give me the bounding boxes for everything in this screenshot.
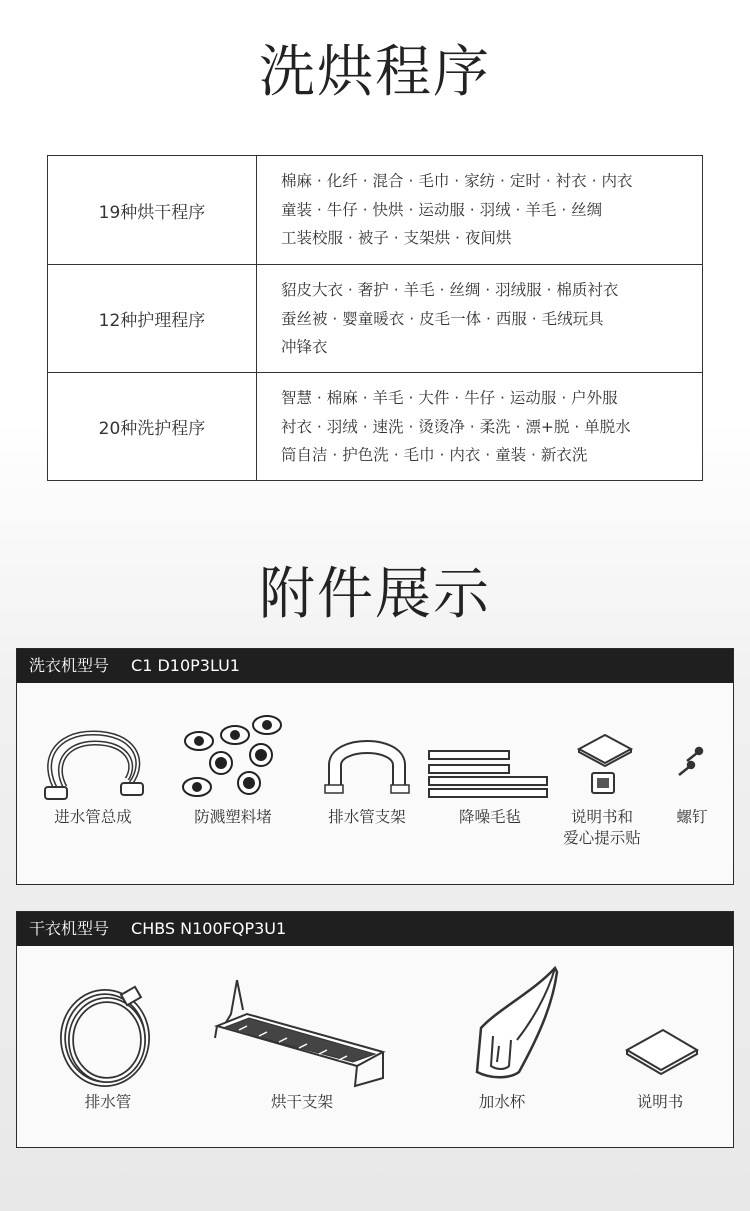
accessory-label: 进水管总成 xyxy=(54,808,132,826)
accessory-item xyxy=(425,737,555,828)
program-line: 筒自洁 · 护色洗 · 毛巾 · 内衣 · 童装 · 新衣洗 xyxy=(281,446,588,464)
program-line: 貂皮大衣 · 奢护 · 羊毛 · 丝绸 · 羽绒服 · 棉质衬衣 xyxy=(281,281,619,299)
accessory-label: 说明书和 xyxy=(570,808,633,826)
accessory-label: 防溅塑料堵 xyxy=(194,808,272,826)
program-label: 20种洗护程序 xyxy=(48,373,257,480)
program-row xyxy=(48,156,702,265)
washer-model-label: 洗衣机型号 xyxy=(29,656,110,675)
accessory-label: 排水管 xyxy=(84,1093,132,1111)
dryer-model-number: CHBS N100FQP3U1 xyxy=(131,919,287,938)
program-line: 工装校服 · 被子 · 支架烘 · 夜间烘 xyxy=(281,229,512,247)
felt-strips-icon xyxy=(425,737,555,807)
accessory-label: 烘干支架 xyxy=(270,1093,333,1111)
accessory-item xyxy=(35,721,151,828)
washer-model-header xyxy=(17,649,733,683)
program-line: 童装 · 牛仔 · 快烘 · 运动服 · 羽绒 · 羊毛 · 丝绸 xyxy=(281,200,603,219)
accessory-item xyxy=(207,974,397,1113)
section-title-accessories: 附件展示 xyxy=(259,562,491,627)
dryer-accessories-box xyxy=(16,911,734,1148)
accessory-item xyxy=(437,962,567,1113)
washer-accessories-box xyxy=(16,648,734,885)
program-list xyxy=(281,384,691,470)
accessory-item xyxy=(307,729,427,828)
water-cup-icon xyxy=(437,962,567,1092)
accessory-item xyxy=(53,966,163,1113)
screw-icon xyxy=(657,729,727,807)
program-label: 19种烘干程序 xyxy=(48,156,257,264)
drying-rack-icon xyxy=(207,974,397,1092)
program-line: 智慧 · 棉麻 · 羊毛 · 大件 · 牛仔 · 运动服 · 户外服 xyxy=(281,389,618,407)
inlet-hose-icon xyxy=(35,721,151,807)
splash-plug-icon xyxy=(175,713,291,807)
washer-model-number: C1 D10P3LU1 xyxy=(131,656,240,675)
manual-sticker-icon xyxy=(547,729,657,807)
program-list xyxy=(281,276,691,362)
accessory-label: 加水杯 xyxy=(478,1093,526,1111)
manual-icon xyxy=(615,1010,705,1092)
program-line: 衬衣 · 羽绒 · 速洗 · 烫烫净 · 柔洗 · 漂+脱 · 单脱水 xyxy=(281,417,631,436)
section-title-programs: 洗烘程序 xyxy=(259,40,491,105)
accessory-item xyxy=(657,729,727,828)
program-list xyxy=(281,167,691,253)
accessory-item xyxy=(547,729,657,849)
dryer-model-header xyxy=(17,912,733,946)
program-line: 棉麻 · 化纤 · 混合 · 毛巾 · 家纺 · 定时 · 衬衣 · 内衣 xyxy=(281,172,633,190)
accessory-item xyxy=(175,713,291,828)
drain-hose-icon xyxy=(53,966,163,1092)
program-line: 蚕丝被 · 婴童暖衣 · 皮毛一体 · 西服 · 毛绒玩具 xyxy=(281,309,604,328)
program-label: 12种护理程序 xyxy=(48,265,257,372)
program-line: 冲锋衣 xyxy=(281,338,328,356)
drain-bracket-icon xyxy=(307,729,427,807)
program-table xyxy=(47,155,703,481)
program-row xyxy=(48,373,702,480)
accessory-item xyxy=(615,1010,705,1113)
accessory-label: 排水管支架 xyxy=(328,808,406,826)
program-row xyxy=(48,265,702,373)
accessory-label: 螺钉 xyxy=(676,808,708,826)
accessory-label: 爱心提示贴 xyxy=(563,829,641,847)
dryer-model-label: 干衣机型号 xyxy=(29,919,110,938)
accessory-label: 说明书 xyxy=(636,1093,684,1111)
accessory-label: 降噪毛毡 xyxy=(458,808,521,826)
